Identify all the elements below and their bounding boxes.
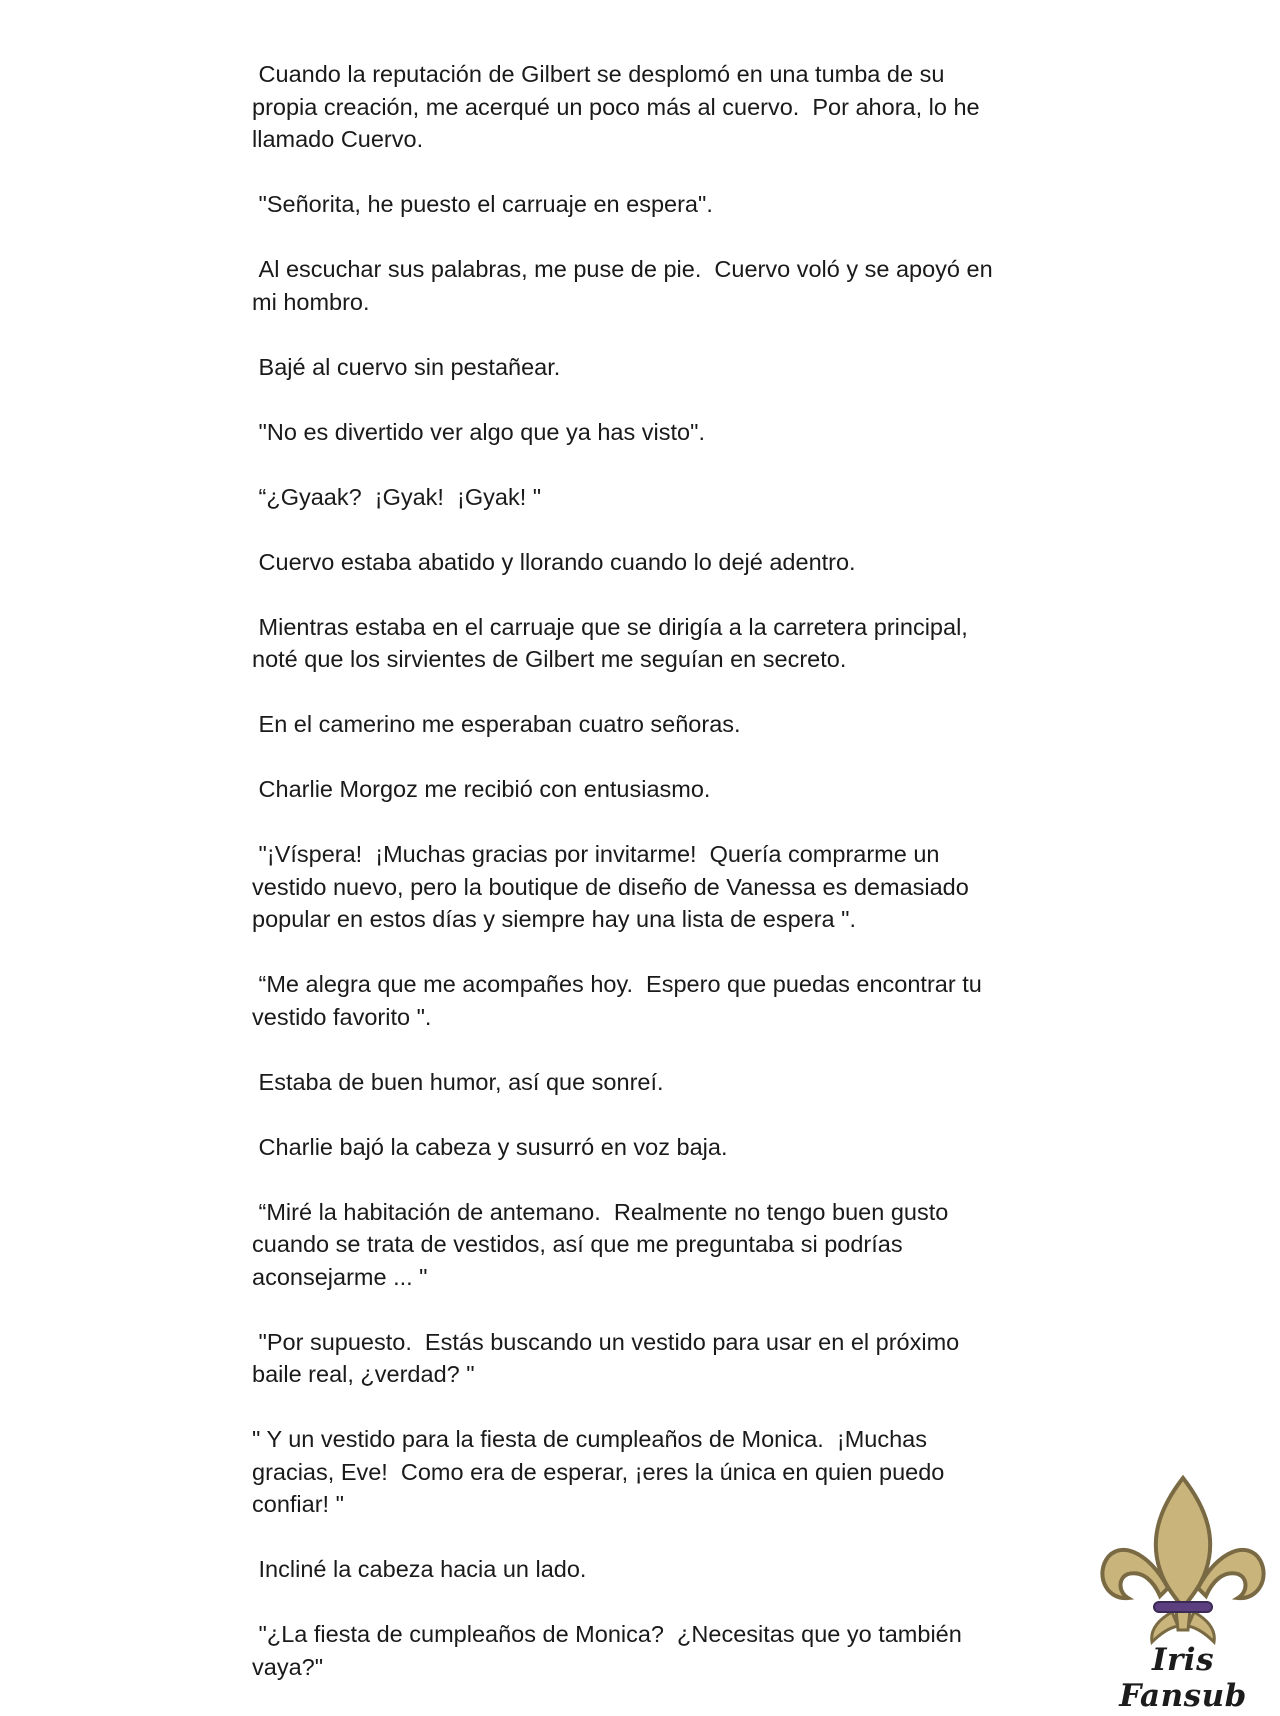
fleur-de-lis-icon [1088, 1470, 1278, 1645]
paragraph: "Señorita, he puesto el carruaje en espera". [252, 191, 713, 217]
paragraph: "Por supuesto. Estás buscando un vestido para usar en el próximo baile real, ¿verdad? " [252, 1328, 960, 1387]
paragraph: “Miré la habitación de antemano. Realmente no tengo buen gusto cuando se trata de vestidos, así que me preguntaba si podrías aconsejarme ... " [252, 1198, 949, 1290]
paragraph: " Y un vestido para la fiesta de cumpleaños de Monica. ¡Muchas gracias, Eve! Como era de esperar, ¡eres la única en quien puedo confiar! " [252, 1426, 945, 1517]
paragraph: Cuando la reputación de Gilbert se desplomó en una tumba de su propia creación, me acerqué un poco más al cuervo. Por ahora, lo he llamado Cuervo. [252, 61, 980, 152]
paragraph: Estaba de buen humor, así que sonreí. [252, 1068, 664, 1095]
paragraph: "¿La fiesta de cumpleaños de Monica? ¿Necesitas que yo también vaya?" [252, 1621, 962, 1680]
paragraph: Incliné la cabeza hacia un lado. [252, 1556, 587, 1582]
paragraph: Charlie Morgoz me recibió con entusiasmo. [252, 776, 711, 802]
document-body [252, 58, 1052, 1716]
paragraph: Mientras estaba en el carruaje que se dirigía a la carretera principal, noté que los sirvientes de Gilbert me seguían en secreto. [252, 613, 968, 672]
watermark-text: Iris Fansub [1119, 1642, 1247, 1714]
paragraph: Al escuchar sus palabras, me puse de pie. Cuervo voló y se apoyó en mi hombro. [252, 256, 993, 315]
paragraph: Cuervo estaba abatido y llorando cuando lo dejé adentro. [252, 548, 856, 575]
paragraph: En el camerino me esperaban cuatro señoras. [252, 711, 741, 737]
paragraph: "No es divertido ver algo que ya has visto". [252, 418, 705, 445]
paragraph: “Me alegra que me acompañes hoy. Espero que puedas encontrar tu vestido favorito ". [252, 971, 982, 1030]
paragraph: Bajé al cuervo sin pestañear. [252, 353, 561, 380]
paragraph: Charlie bajó la cabeza y susurró en voz baja. [252, 1133, 728, 1160]
watermark-logo [1088, 1470, 1278, 1714]
paragraph: “¿Gyaak? ¡Gyak! ¡Gyak! " [252, 483, 542, 510]
paragraph: "¡Víspera! ¡Muchas gracias por invitarme! Quería comprarme un vestido nuevo, pero la boutique de diseño de Vanessa es demasiado popular en estos días y siempre hay una lista de espera ". [252, 841, 969, 932]
